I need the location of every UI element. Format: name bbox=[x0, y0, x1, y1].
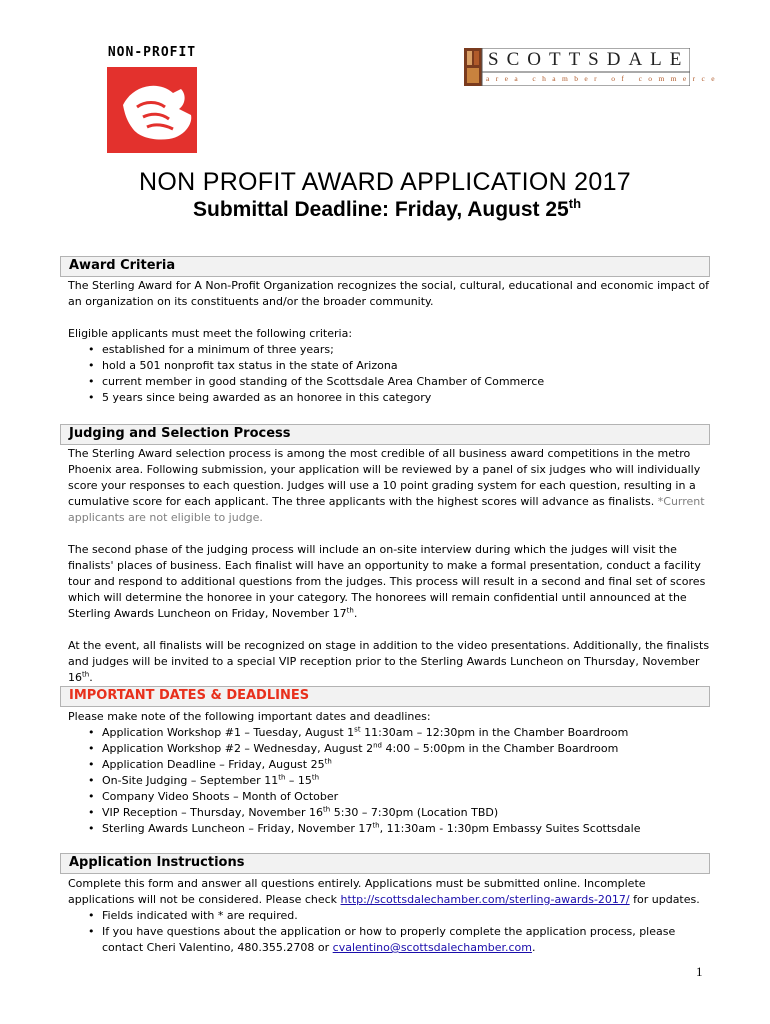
sterling-awards-link[interactable]: http://scottsdalechamber.com/sterling-awards-2017/ bbox=[340, 893, 630, 906]
nonprofit-logo bbox=[103, 45, 201, 155]
list-item: • Company Video Shoots – Month of October bbox=[68, 789, 713, 805]
award-criteria-body: The Sterling Award for A Non-Profit Organization recognizes the social, cultural, educational and economic impact of an organization on its constituents and/or the broader community. Eligible applicants must meet the following criteria: • established for a minimum of three years; • hold a 501 nonprofit tax status in the state of Arizona • current member in good standing of the Scottsdale Area Chamber of Commerce • 5 years since being awarded as an honoree in this category bbox=[68, 278, 713, 406]
list-item: • Application Workshop #2 – Wednesday, August 2nd 4:00 – 5:00pm in the Chamber Boardroom bbox=[68, 741, 713, 757]
email-link[interactable]: cvalentino@scottsdalechamber.com bbox=[332, 941, 532, 954]
judging-body: The Sterling Award selection process is among the most credible of all business award competitions in the metro Phoenix area. Following submission, your application will be reviewed by a panel of six judges who will individually score your responses to each question. Judges will use a 10 point grading system for each question, resulting in a cumulative score for each applicant. The three applicants with the highest scores will advance as finalists. *Current applicants are not eligible to judge. The second phase of the judging process will include an on-site interview during which the judges will visit the finalists' places of business. Each finalist will have an opportunity to make a formal presentation, conduct a facility tour and respond to additional questions from the judges. This process will result in a second and final set of scores which will determine the honoree in your category. The honorees will remain confidential until announced at the Sterling Awards Luncheon on Friday, November 17th. At the event, all finalists will be recognized on stage in addition to the video presentations. Additionally, the finalists and judges will be invited to a special VIP reception prior to the Sterling Awards Luncheon on Thursday, November 16th. bbox=[68, 447, 710, 684]
scottsdale-tagline: area chamber of commerce bbox=[486, 74, 722, 83]
dates-list bbox=[68, 725, 713, 837]
list-item: • Fields indicated with * are required. bbox=[68, 908, 713, 924]
list-item: • Application Workshop #1 – Tuesday, August 1st 11:30am – 12:30pm in the Chamber Boardroom bbox=[68, 725, 713, 741]
nonprofit-logo-text: NON-PROFIT bbox=[107, 45, 197, 60]
judging-heading: Judging and Selection Process bbox=[60, 424, 710, 445]
scottsdale-name: SCOTTSDALE bbox=[488, 49, 690, 70]
dates-body: Please make note of the following important dates and deadlines: • Application Workshop #1 – Tuesday, August 1st 11:30am – 12:30pm in the Chamber Boardroom • Application Workshop #2 – Wednesday, August 2nd 4:00 – 5:00pm in the Chamber Boardroom • Application Deadline – Friday, August 25th • On-Site Judging – September 11th – 15th • Company Video Shoots – Month of October • VIP Reception – Thursday, November 16th 5:30 – 7:30pm (Location TBD) • Sterling Awards Luncheon – Friday, November 17th, 11:30am - 1:30pm Embassy Suites Scottsdale bbox=[68, 709, 713, 837]
list-item: • VIP Reception – Thursday, November 16th 5:30 – 7:30pm (Location TBD) bbox=[68, 805, 713, 821]
list-item: • On-Site Judging – September 11th – 15th bbox=[68, 773, 713, 789]
dates-heading: IMPORTANT DATES & DEADLINES bbox=[60, 686, 710, 707]
list-item: • hold a 501 nonprofit tax status in the state of Arizona bbox=[68, 358, 713, 374]
list-item: • If you have questions about the application or how to properly complete the application process, please contact Cheri Valentino, 480.355.2708 or cvalentino@scottsdalechamber.com. bbox=[68, 924, 713, 956]
instructions-body: Complete this form and answer all questions entirely. Applications must be submitted online. Incomplete applications will not be considered. Please check http://scottsdalechamber.com/sterling-awards-2017/ for updates. • Fields indicated with * are required. • If you have questions about the application or how to properly complete the application process, please contact Cheri Valentino, 480.355.2708 or cvalentino@scottsdalechamber.com. bbox=[68, 876, 713, 956]
list-item: • 5 years since being awarded as an honoree in this category bbox=[68, 390, 713, 406]
submittal-deadline: Submittal Deadline: Friday, August 25th bbox=[193, 196, 582, 221]
award-criteria-heading: Award Criteria bbox=[60, 256, 710, 277]
page-number: 1 bbox=[696, 964, 703, 979]
list-item: • established for a minimum of three years; bbox=[68, 342, 713, 358]
list-item: • Application Deadline – Friday, August 25th bbox=[68, 757, 713, 773]
criteria-list bbox=[68, 342, 713, 406]
list-item: • current member in good standing of the Scottsdale Area Chamber of Commerce bbox=[68, 374, 713, 390]
list-item: • Sterling Awards Luncheon – Friday, November 17th, 11:30am - 1:30pm Embassy Suites Scottsdale bbox=[68, 821, 713, 837]
page-title: NON PROFIT AWARD APPLICATION 2017 bbox=[139, 168, 631, 196]
instructions-heading: Application Instructions bbox=[60, 853, 710, 874]
